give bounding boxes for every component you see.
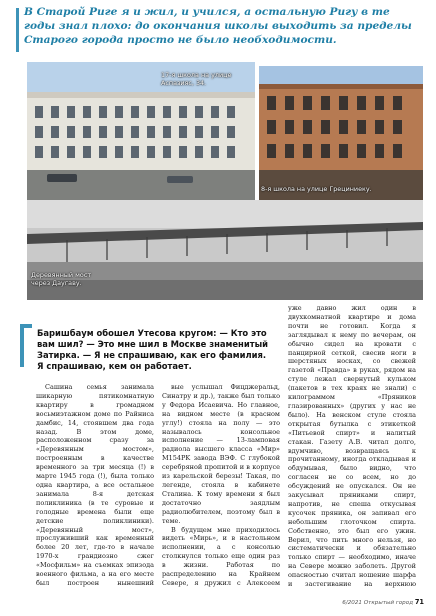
photo-school-17 — [27, 62, 255, 200]
photo-wooden-bridge — [27, 200, 423, 300]
paragraph: В будущем мне приходилось видеть «Мирь», и в настольном исполнении, а с консолью столкнулся только еще один раз в жизни. Работая по распределению на Крайнем Севере, я дружил с Алексеем — [162, 525, 280, 587]
paragraph: вые услышал Фицджеральд, Синатру и др.), также был только у Федора Исаевича. Но главное, на видном месте (в красном углу!) стояла на полу — это называлось консольное исполнение — 13-ламповая радиола высшего класса «Мир» M154PK завода ВЭФ. С глубокой серебряной пропитой и в корпусе из карельской березы! Такая, по легенде, стояла в кабинете Сталина. К тому времени я был достаточно заядлым радиолюбителем, поэтому был в теме. — [162, 383, 280, 525]
caption-school-17: 17-я школа на улице Аспазияс, 34. — [161, 71, 232, 87]
paragraph: Сашина семья занимала шикарную пятикомнатную квартиру в громадном восьмиэтажном доме по Райниса дамбис, 14, стоявшем два года назад. В этом доме, расположенном сразу за «Деревянным мостом», построенным в качестве временного за три месяца (!) в марте 1945 года (!), была только одна квартира, а все остальное занимала 8-я детская поликлиника (в те суровые и голодные времена были еще детские поликлиники). «Деревянный мост», прослуживший как временный более 20 лет, где-то в начале 1970-х грандиозно сжег «Мосфильм» на съемках эпизода военного фильма, а на его месте был построен нынешний — [36, 383, 154, 587]
photo-collage — [27, 62, 423, 300]
page-footer — [300, 598, 424, 606]
intro-accent-rule — [16, 8, 19, 52]
page-number: 71 — [414, 598, 424, 606]
school-8-building-illustration — [259, 66, 423, 200]
footer-issue: 6/2021 Открытый город — [342, 600, 414, 606]
quote-accent-left — [20, 327, 24, 367]
pull-quote: Баришбаум обошел Утесова кругом: — Кто это вам шил? — Это мне шил в Москве знаменитый Затирка. — Я не спрашиваю, как его фамилия. Я спрашиваю, кем он работает. — [37, 328, 269, 371]
intro-lead: В Старой Риге я и жил, и учился, а остальную Ригу в те годы знал плохо: до окончания школы выходить за пределы Старого города просто не было необходимости. — [24, 6, 412, 47]
text-column-3 — [288, 304, 416, 590]
text-column-1 — [36, 383, 154, 588]
caption-school-8: 8-я школа на улице Грециниеку. — [261, 185, 372, 193]
intro-band — [0, 0, 436, 58]
paragraph: уже давно жил один в двухкомнатной квартире и дома почти не готовил. Когда я заглядывал к нему по вечерам, он обычно сидел на кровати с панцирной сеткой, свесив ноги в шерстяных носках, со свежей газетой «Правда» в руках, рядом на стуле лежал свернутый кульком (пакетов в тех краях не знали) с килограммом «Пряников глазированных» (других у нас не было). На венском стуле стояла открытая бутылка с этикеткой «Питьевой спирт» и налитый стакан. Газету А.В. читал долго, вдумчиво, возвращаясь к прочитанному, иногда откладывая и обдумывая, было видно, что согласен не со всем, но до обсуждений не опускался. Он не закусывал пряниками спирт, напротив, не спеша откусывая кусочек пряника, он запивал его небольшим глоточком спирта. Собственно, это был его ужин. Верил, что пить много нельзя, но систематически и обязательно только спирт — необходимо, иначе на Севере можно заболеть. Другой опасностью считал ношение шарфа и застегивание на верхнюю — [288, 304, 416, 589]
text-column-2 — [162, 383, 280, 588]
caption-wooden-bridge: Деревянный мост через Даугаву. — [31, 271, 92, 287]
photo-school-8 — [259, 66, 423, 200]
